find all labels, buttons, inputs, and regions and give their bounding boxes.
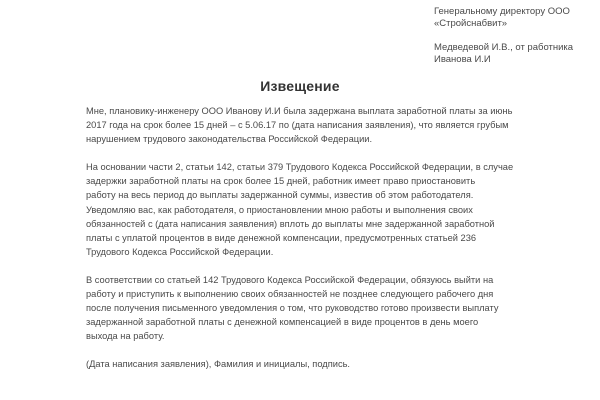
document-body [86, 104, 586, 372]
paragraph-3 [86, 273, 586, 343]
paragraph-2 [86, 160, 586, 259]
text-line: Мне, плановику-инженеру ООО Иванову И.И была задержана выплата заработной платы за июнь [86, 106, 513, 116]
text-line: 2017 года на срок более 15 дней – с 5.06.17 по (дата написания заявления), что является грубым [86, 120, 509, 131]
paragraph-1 [86, 104, 586, 146]
text-line: после получения письменного уведомления о том, что руководство готово произвести выплату [86, 303, 499, 314]
addressee-line-2: «Стройснабвит» [434, 18, 508, 29]
text-line: работу и приступить к выполнению своих обязанностей не позднее следующего рабочего дня [86, 289, 494, 300]
text-line: задержки заработной платы на срок более 15 дней, работник имеет право приостановить [86, 176, 476, 187]
text-line: В соответствии со статьей 142 Трудового Кодекса Российской Федерации, обязуюсь выйти на [86, 274, 494, 285]
text-line: обязанностей с (дата написания заявления) вплоть до выплаты мне задержанной заработной [86, 218, 495, 229]
document-title: Извещение [260, 78, 340, 94]
sender-line-2: Иванова И.И [434, 54, 491, 65]
addressee-line-1: Генеральному директору ООО [434, 6, 570, 17]
text-line: Трудового Кодекса Российской Федерации. [86, 246, 274, 257]
addressee-block [434, 6, 594, 66]
signature-line: (Дата написания заявления), Фамилия и инициалы, подпись. [86, 359, 351, 370]
text-line: выхода на работу. [86, 331, 165, 342]
sender-line-1: Медведевой И.В., от работника [434, 42, 574, 53]
text-line: На основании части 2, статьи 142, статьи 379 Трудового Кодекса Российской Федерации, в случае [86, 162, 514, 173]
text-line: задержанной заработной платы с денежной компенсацией в виде процентов в день моего [86, 317, 479, 328]
text-line: работу на весь период до выплаты задержанной суммы, известив об этом работодателя. [86, 190, 474, 201]
text-line: платы с уплатой процентов в виде денежной компенсации, предусмотренных статьей 236 [86, 232, 477, 243]
text-line: нарушением трудового законодательства Российской Федерации. [86, 134, 373, 145]
text-line: Уведомляю вас, как работодателя, о приостановлении мною работы и выполнения своих [86, 204, 473, 215]
